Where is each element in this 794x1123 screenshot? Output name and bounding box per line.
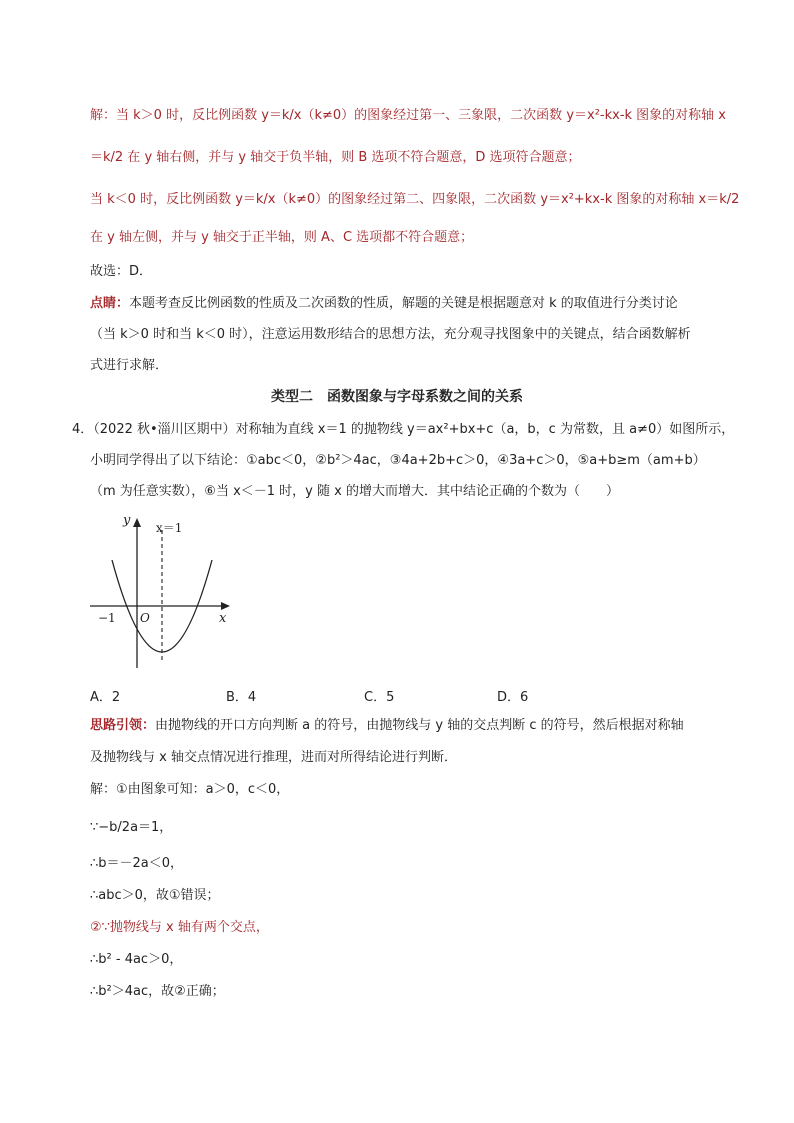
solution1-line2: ＝k/2 在 y 轴右侧，并与 y 轴交于负半轴，则 B 选项不符合题意，D 选项符合题意；: [90, 150, 581, 165]
y-axis-label: y: [123, 513, 131, 528]
silu-text: 由抛物线的开口方向判断 a 的符号，由抛物线与 y 轴的交点判断 c 的符号，然后根据对称轴: [155, 718, 684, 733]
origin-label: O: [140, 611, 150, 625]
solution4-step2: ∵−b/2a＝1，: [90, 820, 173, 835]
parabola-graph: [90, 508, 250, 668]
dianjing-line3: 式进行求解．: [90, 358, 169, 373]
question4-line1: 4．（2022 秋•淄川区期中）对称轴为直线 x＝1 的抛物线 y＝ax²+bx+c（a，b，c 为常数，且 a≠0）如图所示，: [72, 422, 735, 437]
solution4-step6: ∴b² - 4ac＞0，: [90, 952, 183, 967]
solution4-step3: ∴b＝－2a＜0，: [90, 856, 184, 871]
dianjing-text: 本题考查反比例函数的性质及二次函数的性质，解题的关键是根据题意对 k 的取值进行分类讨论: [129, 296, 678, 311]
question4-line3: （m 为任意实数），⑥当 x＜－1 时，y 随 x 的增大而增大．其中结论正确的个数为（ ）: [90, 484, 619, 499]
option-c: C．5: [364, 690, 395, 705]
option-d: D．6: [497, 690, 529, 705]
question4-line2: 小明同学得出了以下结论：①abc＜0，②b²＞4ac，③4a+2b+c＞0，④3a+c＞0，⑤a+b≥m（am+b）: [90, 453, 706, 468]
solution1-line3: 当 k＜0 时，反比例函数 y＝k/x（k≠0）的图象经过第二、四象限，二次函数 y＝x²+kx-k 图象的对称轴 x＝k/2: [90, 192, 740, 207]
option-b: B．4: [226, 690, 257, 705]
section-title: 类型二 函数图象与字母系数之间的关系: [271, 389, 523, 405]
solution4-step4: ∴abc＞0，故①错误；: [90, 888, 220, 903]
neg-one-label: −1: [98, 611, 116, 625]
solution4-step1: 解：①由图象可知：a＞0，c＜0，: [90, 782, 290, 797]
x-axis-arrow: [221, 602, 230, 610]
solution1-conclusion: 故选：D．: [90, 264, 153, 279]
dianjing-line2: （当 k＞0 时和当 k＜0 时），注意运用数形结合的思想方法，充分观寻找图象中的关键点，结合函数解析: [90, 327, 691, 342]
dianjing-label: 点睛：: [90, 296, 130, 311]
x-axis-label: x: [219, 611, 227, 626]
dianjing-line1: [90, 294, 678, 314]
solution4-step7: ∴b²＞4ac，故②正确；: [90, 984, 225, 999]
solution1-line4: 在 y 轴左侧，并与 y 轴交于正半轴，则 A、C 选项都不符合题意；: [90, 230, 474, 245]
option-a: A．2: [90, 690, 121, 705]
y-axis-arrow: [133, 518, 141, 527]
silu-line1: [90, 716, 684, 736]
symmetry-axis-label: x＝1: [156, 521, 183, 535]
silu-label: 思路引领：: [90, 718, 156, 733]
solution1-line1: 解：当 k＞0 时，反比例函数 y＝k/x（k≠0）的图象经过第一、三象限，二次函数 y＝x²-kx-k 图象的对称轴 x: [90, 108, 727, 123]
silu-line2: 及抛物线与 x 轴交点情况进行推理，进而对所得结论进行判断．: [90, 750, 457, 765]
solution4-step5: ②∵抛物线与 x 轴有两个交点，: [90, 920, 269, 935]
